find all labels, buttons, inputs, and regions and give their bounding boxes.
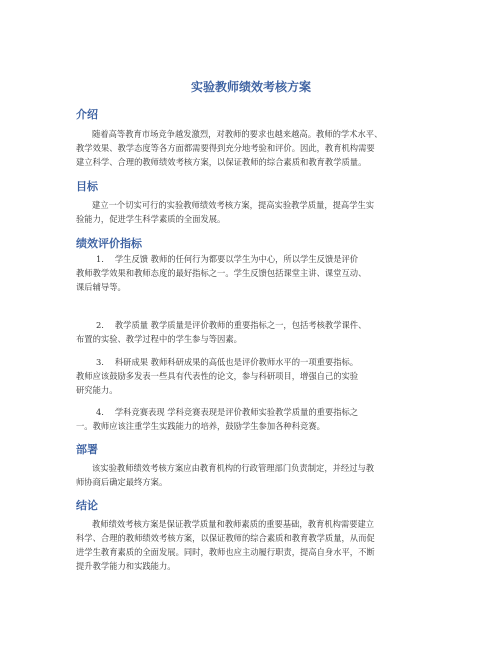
paragraph-line: 随着高等教育市场竞争越发激烈，对教师的要求也越来越高。教师的学术水平、: [92, 129, 383, 139]
item-line: 4. 学科竞赛表现 学科竞赛表现是评价教师实验教学质量的重要指标之: [96, 407, 359, 417]
paragraph-line: 进学生教育素质的全面发展。同时，教师也应主动履行职责，提高自身水平，不断: [76, 547, 375, 557]
section-heading-indicators: 绩效评价指标: [76, 237, 142, 250]
item-line: 教师教学效果和教师态度的最好指标之一。学生反馈包括课堂主讲、课堂互动、: [76, 268, 367, 278]
section-heading-goal: 目标: [76, 180, 98, 193]
conclusion-paragraph: [76, 517, 432, 573]
deploy-paragraph: [76, 461, 432, 489]
paragraph-line: 该实验教师绩效考核方案应由教育机构的行政管理部门负责制定，并经过与教: [92, 463, 375, 473]
item-line: 教师应该鼓励多发表一些具有代表性的论文，参与科研项目，增强自己的实验: [76, 371, 359, 381]
goal-paragraph: [76, 198, 432, 226]
indicator-item-3: [76, 355, 432, 397]
section-heading-deploy: 部署: [76, 443, 98, 456]
paragraph-line: 师协商后确定最终方案。: [76, 477, 168, 487]
paragraph-line: 教师绩效考核方案是保证教学质量和教师素质的重要基础，教育机构需要建立: [92, 519, 375, 529]
indicator-item-1: [76, 252, 432, 294]
paragraph-line: 科学、合理的教师绩效考核方案，以保证教师的综合素质和教育教学质量，从而促: [76, 533, 375, 543]
indicator-item-4: [76, 405, 432, 433]
item-line: 一。教师应该注重学生实践能力的培养，鼓励学生参加各种科竞赛。: [76, 421, 325, 431]
item-line: 2. 教学质量 教学质量是评价教师的重要指标之一，包括考核教学课件、: [96, 320, 367, 330]
paragraph-line: 建立一个切实可行的实验教师绩效考核方案，提高实验教学质量，提高学生实: [92, 200, 375, 210]
paragraph-line: 验能力，促进学生科学素质的全面发展。: [76, 214, 226, 224]
indicator-item-2: [76, 318, 432, 346]
item-line: 布置的实验、教学过程中的学生参与等因素。: [76, 334, 242, 344]
section-heading-conclusion: 结论: [76, 499, 98, 512]
item-line: 3. 科研成果 教师科研成果的高低也是评价教师水平的一项重要指标。: [96, 357, 359, 367]
paragraph-line: 教学效果、教学态度等各方面都需要得到充分地考验和评价。因此，教育机构需要: [76, 143, 375, 153]
intro-paragraph: [76, 127, 432, 169]
item-line: 课后辅导等。: [76, 282, 126, 292]
item-line: 1. 学生反馈 教师的任何行为都要以学生为中心，所以学生反馈是评价: [96, 254, 359, 264]
section-heading-intro: 介绍: [76, 108, 98, 121]
paragraph-line: 建立科学、合理的教师绩效考核方案，以保证教师的综合素质和教育教学质量。: [76, 157, 367, 167]
item-line: 研究能力。: [76, 385, 118, 395]
paragraph-line: 提升教学能力和实践能力。: [76, 561, 176, 571]
document-title: 实验教师绩效考核方案: [190, 80, 311, 94]
